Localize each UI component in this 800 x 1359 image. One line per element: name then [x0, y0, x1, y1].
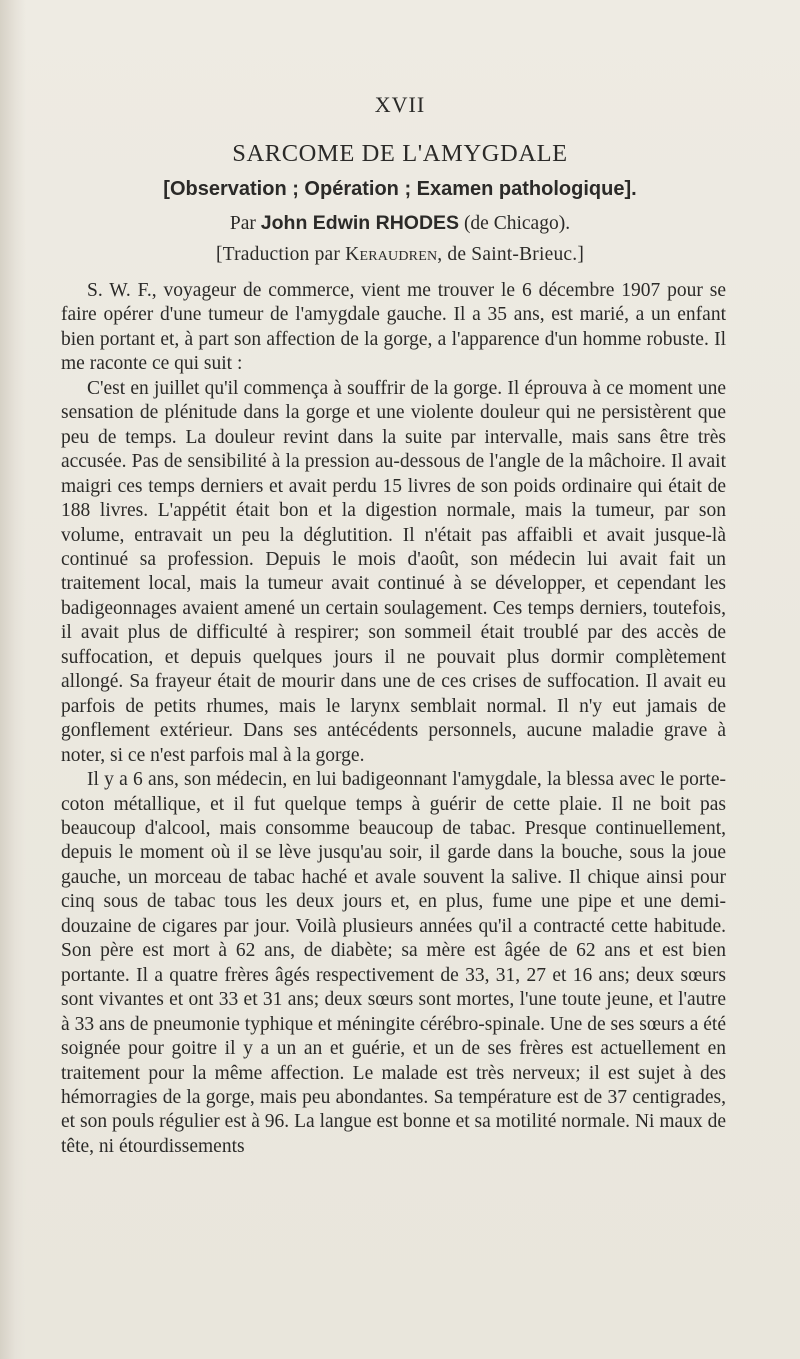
- article-title: SARCOME DE L'AMYGDALE: [232, 140, 568, 167]
- article-subtitle: [Observation ; Opération ; Examen pathologique].: [163, 178, 637, 200]
- paragraph: Il y a 6 ans, son médecin, en lui badigeonnant l'amygdale, la blessa avec le porte-coton métallique, et il fut quelque temps à guérir de cette plaie. Il ne boit pas beaucoup d'alcool, mais consomme beaucoup de tabac. Presque continuellement, depuis le moment où il se lève jusqu'au soir, il garde dans la bouche, sous la joue gauche, un morceau de tabac haché et avale souvent la salive. Il chique ainsi pour cinq sous de tabac tous les deux jours et, en plus, fume une pipe et une demi-douzaine de cigares par jour. Voilà plusieurs années qu'il a contracté cette habitude. Son père est mort à 62 ans, de diabète; sa mère est âgée de 62 ans et est bien portante. Il a quatre frères âgés respectivement de 33, 31, 27 et 16 ans; deux sœurs sont vivantes et ont 33 et 31 ans; deux sœurs sont mortes, l'une toute jeune, et l'autre à 33 ans de pneumonie typhique et méningite cérébro-spinale. Une de ses sœurs a été soignée pour goitre il y a un an et guérie, et un de ses frères est actuellement en traitement pour la même affection. Le malade est très nerveux; il est sujet à des hémorragies de la gorge, mais peu abondantes. Sa température est de 37 centigrades, et son pouls régulier est à 96. La langue est bonne et sa motilité normale. Ni maux de tête, ni étourdissements: [61, 769, 726, 1157]
- byline-suffix: (de Chicago).: [459, 213, 571, 234]
- paragraph: S. W. F., voyageur de commerce, vient me trouver le 6 décembre 1907 pour se faire opérer d'une tumeur de l'amygdale gauche. Il a 35 ans, est marié, a un enfant bien portant et, à part son affection de la gorge, a l'apparence d'un homme robuste. Il me raconte ce qui suit :: [61, 280, 726, 375]
- translation-prefix: [Traduction par: [215, 244, 346, 265]
- byline-prefix: Par: [229, 213, 261, 234]
- article-body: [61, 279, 726, 1159]
- author-name: John Edwin RHODES: [260, 212, 460, 234]
- chapter-number: XVII: [374, 92, 426, 117]
- author-byline: [0, 212, 800, 235]
- translator-name: Keraudren: [345, 244, 438, 265]
- translation-suffix: , de Saint-Brieuc.]: [437, 244, 585, 265]
- translation-credit: [0, 244, 800, 266]
- paragraph: C'est en juillet qu'il commença à souffrir de la gorge. Il éprouva à ce moment une sensation de plénitude dans la gorge et une violente douleur qui ne persistèrent que peu de temps. La douleur revint dans la suite par intervalle, mais sans être très accusée. Pas de sensibilité à la pression au-dessous de l'angle de la mâchoire. Il avait maigri ces temps derniers et avait perdu 15 livres de son poids ordinaire qui était de 188 livres. L'appétit était bon et la digestion normale, mais la tumeur, par son volume, entravait un peu la déglutition. Il n'était pas affaibli et avait jusque-là continué sa profession. Depuis le mois d'août, son médecin lui avait fait un traitement local, mais la tumeur avait continué à se développer, et cependant les badigeonnages avaient amené un certain soulagement. Ces temps derniers, toutefois, il avait plus de difficulté à respirer; son sommeil était troublé par des accès de suffocation, et depuis quelques jours il ne pouvait plus dormir complètement allongé. Sa frayeur était de mourir dans une de ces crises de suffocation. Il avait eu parfois de petits rhumes, mais le larynx semblait normal. Il n'y eut jamais de gonflement extérieur. Dans ses antécédents personnels, aucune maladie grave à noter, si ce n'est parfois mal à la gorge.: [61, 377, 726, 766]
